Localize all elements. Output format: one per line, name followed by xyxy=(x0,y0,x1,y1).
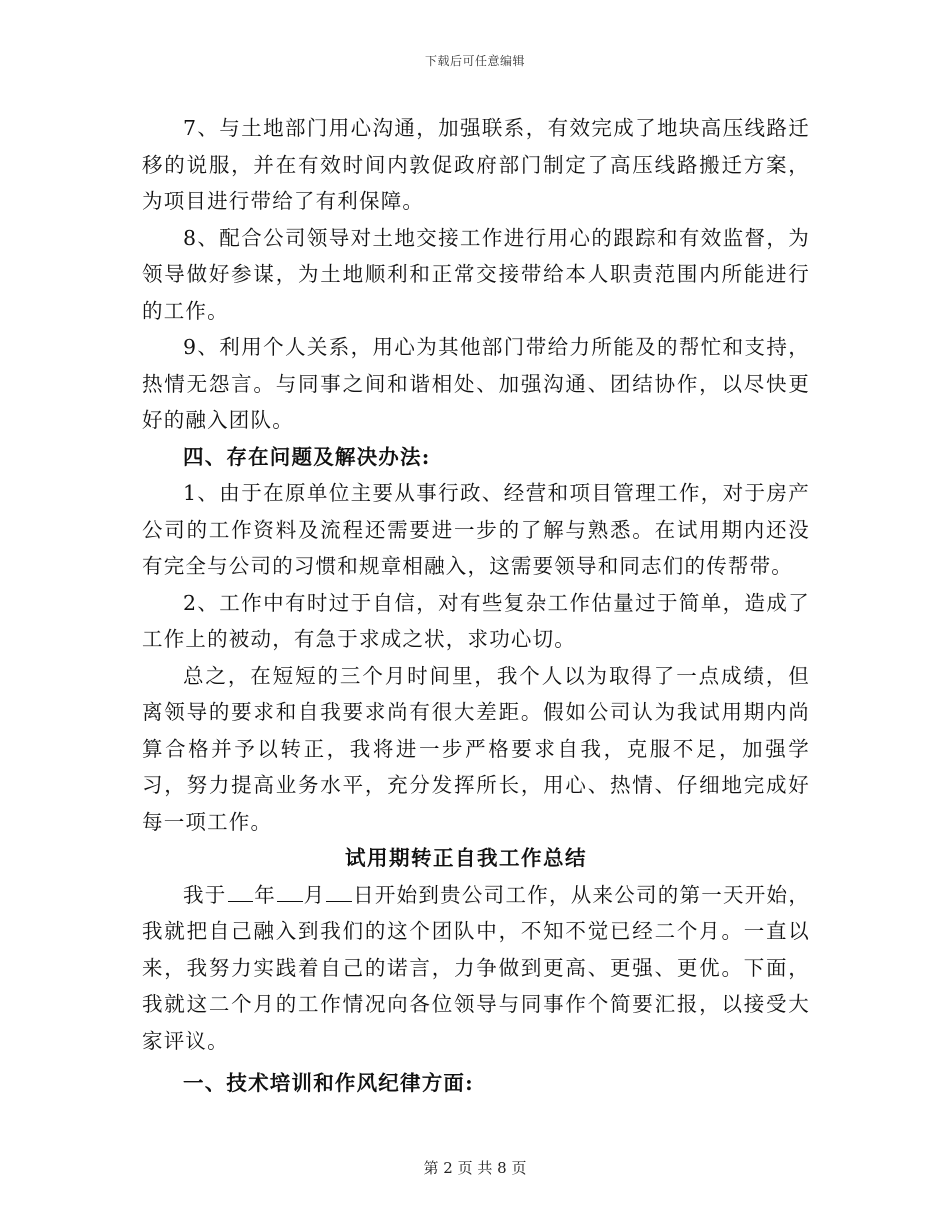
intro-year-label: 年 xyxy=(254,882,276,907)
paragraph-problem-1: 1、由于在原单位主要从事行政、经营和项目管理工作，对于房产公司的工作资料及流程还需要进一步的了解与熟悉。在试用期内还没有完全与公司的习惯和规章相融入，这需要领导和同志们的传帮带。 xyxy=(142,481,810,578)
blank-underline xyxy=(326,881,352,901)
blank-underline xyxy=(228,881,254,901)
paragraph-intro xyxy=(142,877,810,1060)
paragraph-item-8: 8、配合公司领导对土地交接工作进行用心的跟踪和有效监督，为领导做好参谋，为土地顺利和正常交接带给本人职责范围内所能进行的工作。 xyxy=(142,225,810,323)
document-body xyxy=(142,110,810,1102)
paragraph-item-9: 9、利用个人关系，用心为其他部门带给力所能及的帮忙和支持，热情无怨言。与同事之间和谐相处、加强沟通、团结协作，以尽快更好的融入团队。 xyxy=(142,335,810,432)
section-heading-problems: 四、存在问题及解决办法: xyxy=(183,444,431,469)
paragraph-problem-2: 2、工作中有时过于自信，对有些复杂工作估量过于简单，造成了工作上的被动，有急于求成之状，求功心切。 xyxy=(142,590,810,651)
intro-text-start: 我于 xyxy=(183,882,227,907)
section-heading-training: 一、技术培训和作风纪律方面: xyxy=(183,1071,474,1095)
blank-underline xyxy=(277,881,303,901)
page-footer: 第 2 页 共 8 页 xyxy=(423,1159,527,1177)
page-header: 下载后可任意编辑 xyxy=(424,54,525,68)
paragraph-item-7: 7、与土地部门用心沟通，加强联系，有效完成了地块高压线路迁移的说服，并在有效时间内敦促政府部门制定了高压线路搬迁方案，为项目进行带给了有利保障。 xyxy=(142,116,810,213)
intro-text-rest: 日开始到贵公司工作，从来公司的第一天开始，我就把自己融入到我们的这个团队中，不知不觉已经二个月。一直以来，我努力实践着自己的诺言，力争做到更高、更强、更优。下面，我就这二个月的工作情况向各位领导与同事作个简要汇报，以接受大家评议。 xyxy=(142,882,811,1053)
paragraph-summary: 总之，在短短的三个月时间里，我个人以为取得了一点成绩，但离领导的要求和自我要求尚有很大差距。假如公司认为我试用期内尚算合格并予以转正，我将进一步严格要求自我，克服不足，加强学习，努力提高业务水平，充分发挥所长，用心、热情、仔细地完成好每一项工作。 xyxy=(142,663,810,834)
document-title: 试用期转正自我工作总结 xyxy=(345,846,587,870)
intro-month-label: 月 xyxy=(303,882,326,907)
